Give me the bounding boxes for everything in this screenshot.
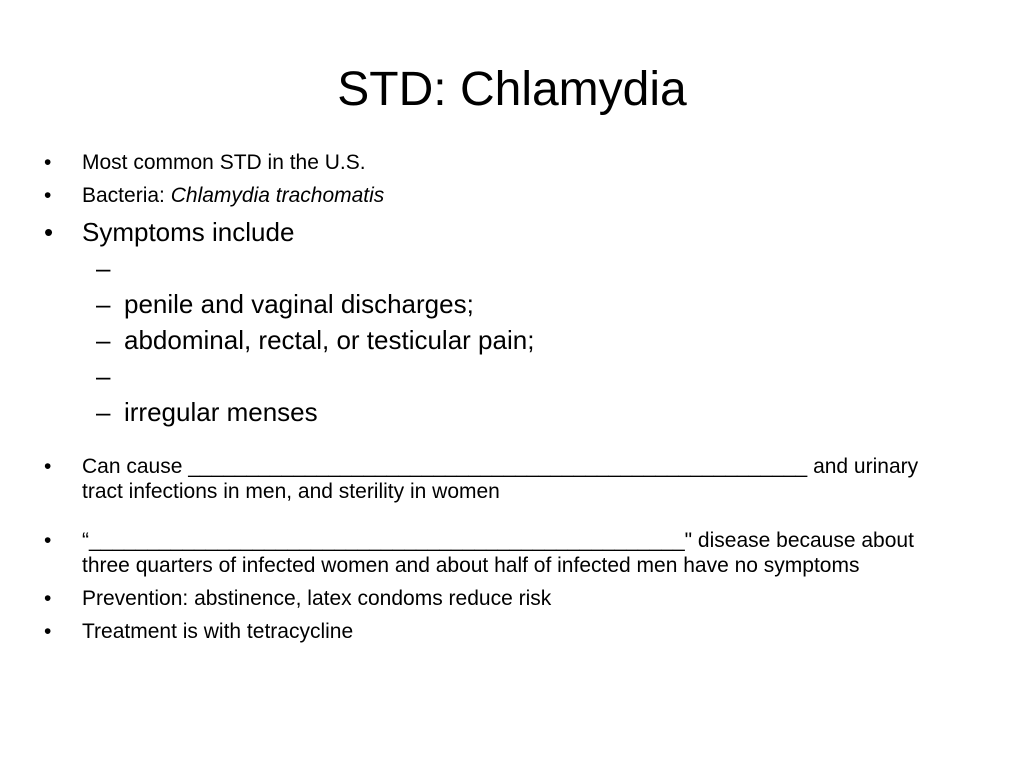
bacteria-name: Chlamydia trachomatis: [170, 184, 385, 207]
bullet-text: Treatment is with tetracycline: [82, 620, 354, 643]
bullet-text: “___________________________________________________" disease because about three quarters of infected women and about half of infected men have no symptoms: [82, 529, 914, 577]
bullet-item-symptoms: [44, 214, 964, 250]
bacteria-label: Bacteria:: [82, 184, 165, 207]
bullet-item-disease: [44, 528, 964, 578]
bullet-item-bacteria: [44, 183, 964, 208]
bullet-marker: •: [44, 184, 52, 207]
dash-item-pain: [44, 322, 964, 358]
bullet-marker: •: [44, 620, 52, 643]
dash-marker: –: [96, 289, 111, 319]
bullet-text: Can cause _____________________________________________________ and urinary tract infections in men, and sterility in women: [82, 455, 919, 503]
bullet-marker: •: [44, 217, 54, 247]
dash-marker: –: [96, 397, 111, 427]
dash-marker: –: [96, 325, 111, 355]
dash-item-discharges: [44, 286, 964, 322]
dash-marker: –: [96, 361, 111, 391]
bullet-text: Most common STD in the U.S.: [82, 151, 366, 174]
bullet-text: Symptoms include: [82, 217, 295, 247]
bullet-item-prevention: [44, 586, 964, 611]
bullet-item-treatment: [44, 619, 964, 644]
bullet-item-can-cause: [44, 454, 964, 504]
dash-text: irregular menses: [124, 397, 318, 427]
dash-item-empty-2: [44, 358, 964, 394]
bullet-marker: •: [44, 529, 52, 552]
slide-content: [44, 150, 964, 644]
dash-item-empty-1: [44, 250, 964, 286]
dash-text: penile and vaginal discharges;: [124, 289, 474, 319]
bullet-marker: •: [44, 455, 52, 478]
bullet-marker: •: [44, 587, 52, 610]
slide-title: STD: Chlamydia: [337, 63, 687, 116]
bullet-text: [82, 183, 964, 208]
bullet-text: Prevention: abstinence, latex condoms reduce risk: [82, 587, 552, 610]
dash-text: abdominal, rectal, or testicular pain;: [124, 325, 535, 355]
dash-marker: –: [96, 253, 111, 283]
bullet-marker: •: [44, 151, 52, 174]
bullet-item-most-common: [44, 150, 964, 175]
dash-item-menses: [44, 394, 964, 430]
